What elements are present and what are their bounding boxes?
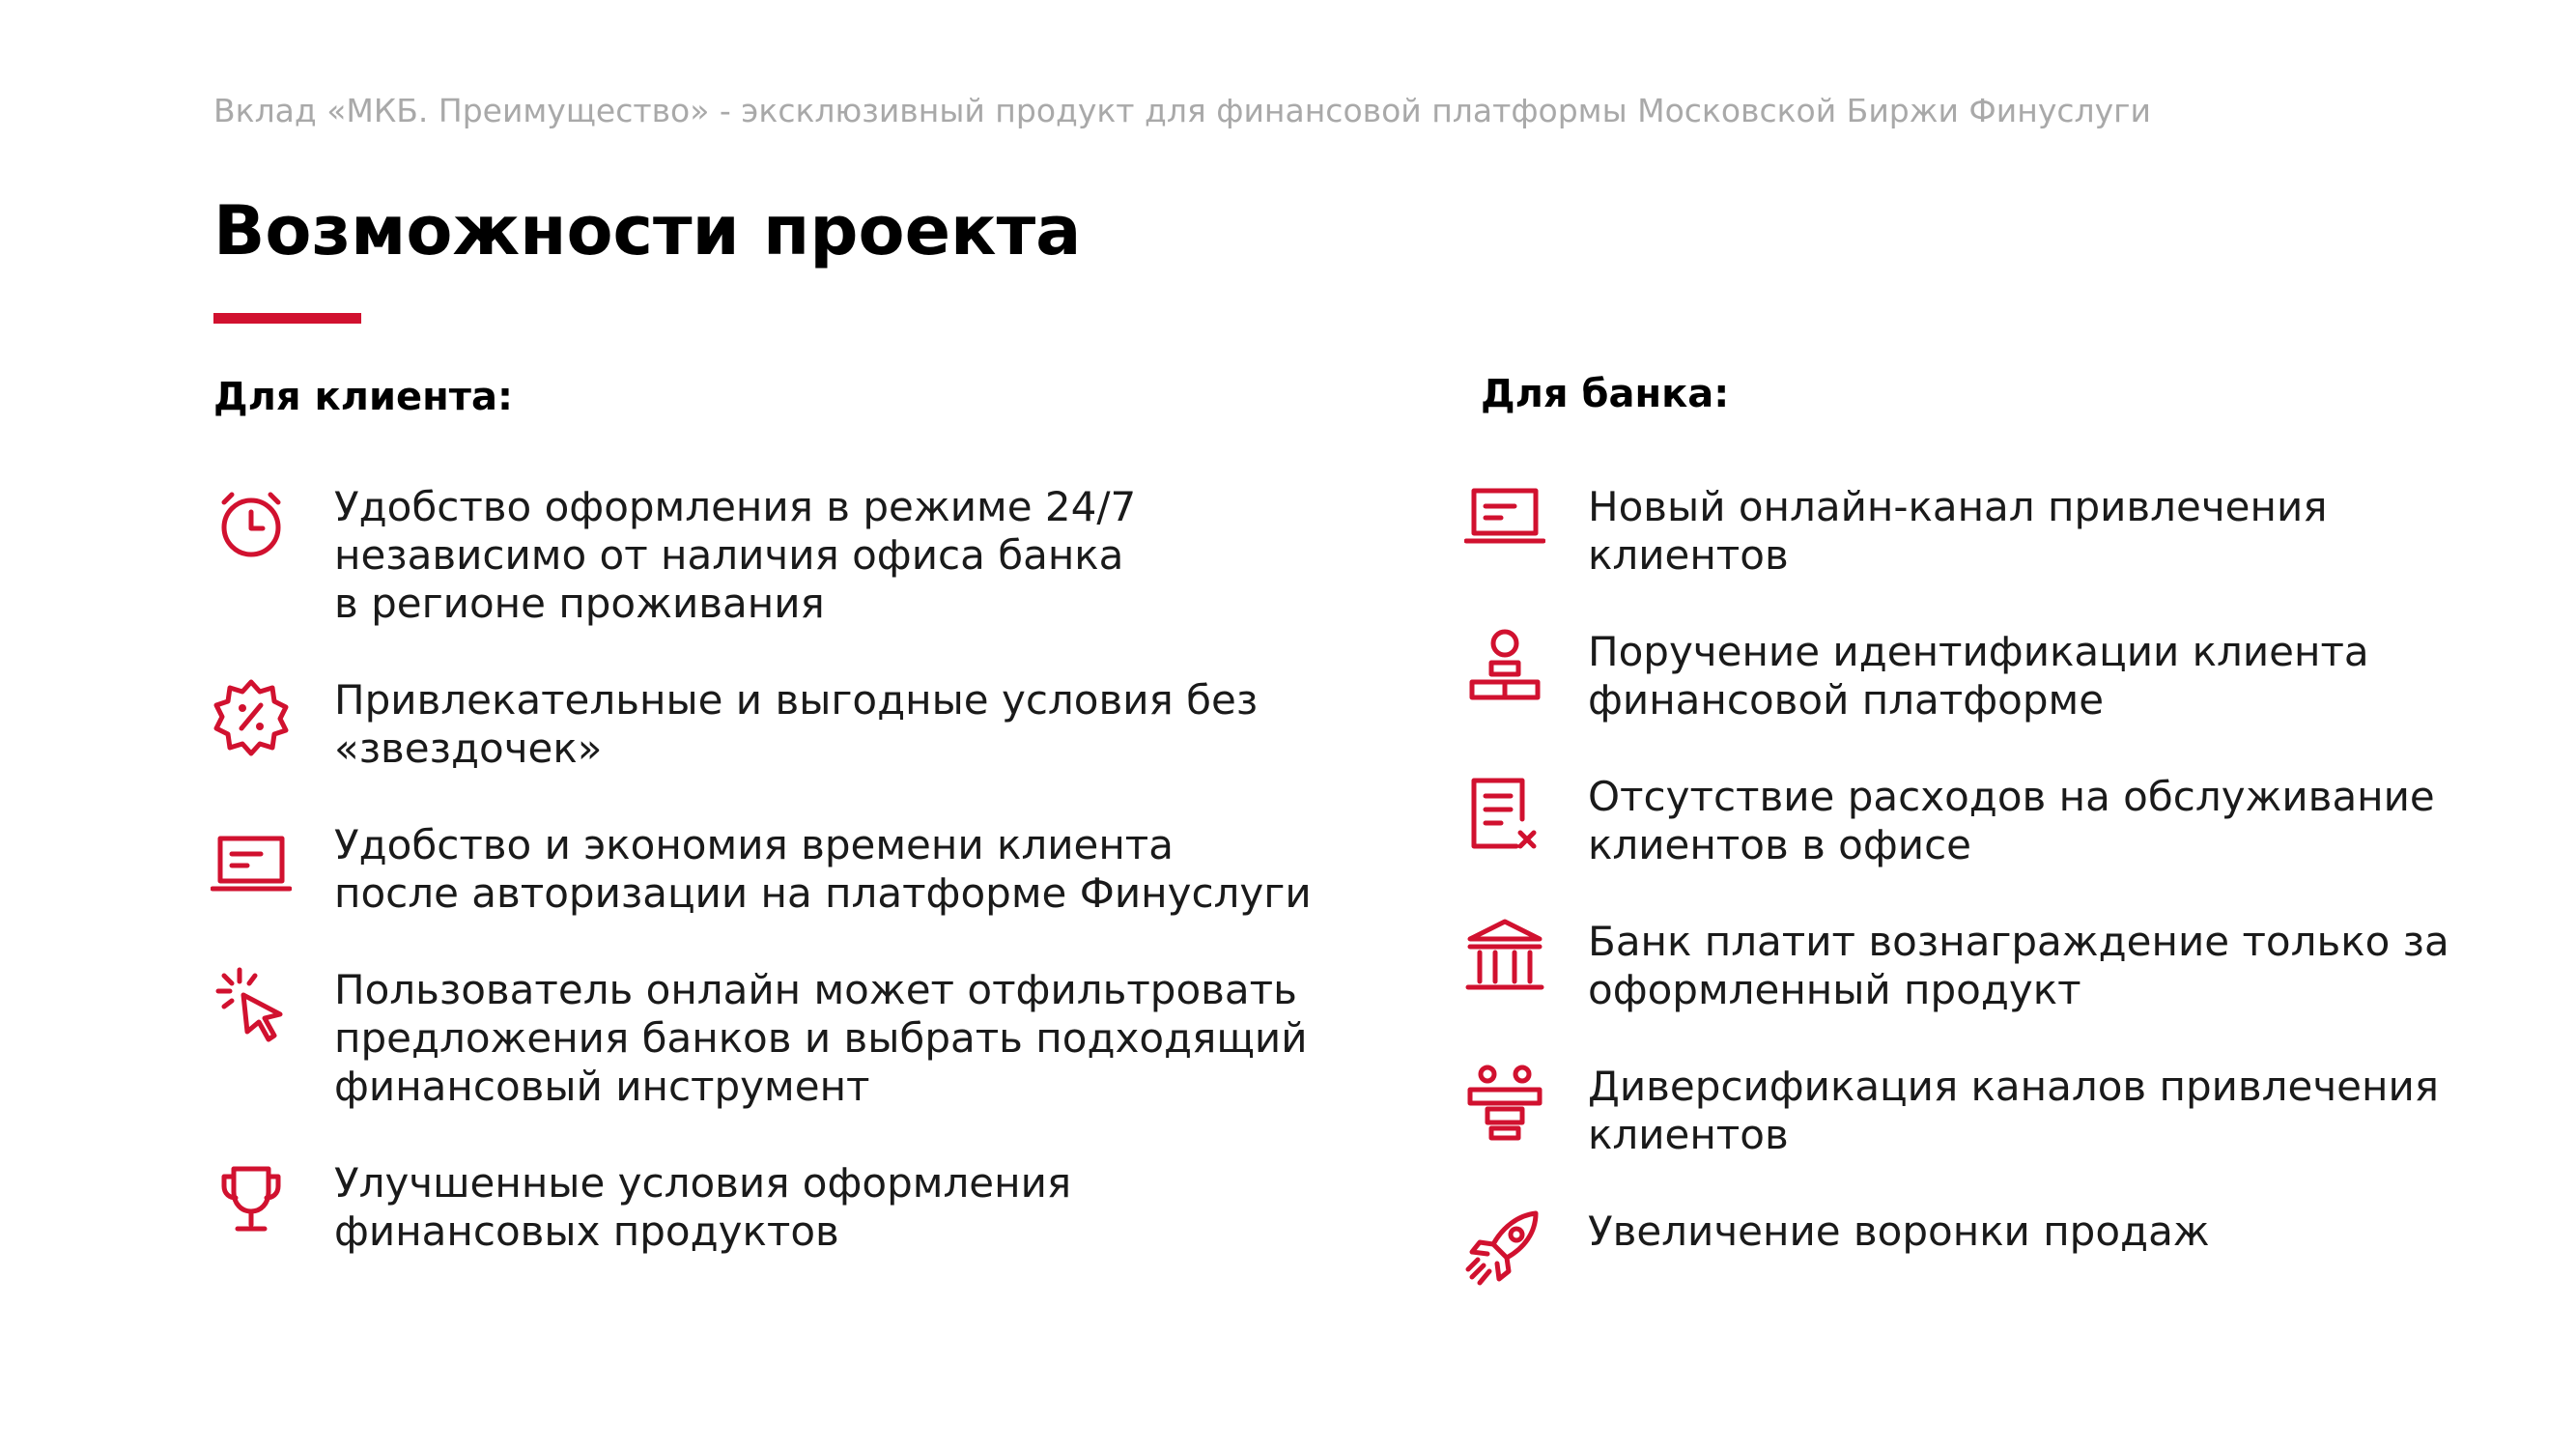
client-heading: Для клиента: [213,375,513,419]
client-item-text: Удобство и экономия времени клиента после авторизации на платформе Финуслуги [334,821,1312,917]
client-item-text: Привлекательные и выгодные условия без «звездочек» [334,676,1259,772]
bank-item-text: Поручение идентификации клиента финансовой платформе [1588,628,2369,724]
bank-item-text: Отсутствие расходов на обслуживание клиентов в офисе [1588,773,2435,868]
bank-item-text: Увеличение воронки продаж [1588,1208,2210,1255]
page-title: Возможности проекта [213,191,1082,270]
client-item-text: Удобство оформления в режиме 24/7 независимо от наличия офиса банка в регионе проживания [334,483,1137,627]
client-item-text: Улучшенные условия оформления финансовых продуктов [334,1159,1072,1255]
document-cross-icon [1464,773,1545,854]
bank-item-text: Банк платит вознаграждение только за оформленный продукт [1588,918,2449,1013]
discount-badge-icon [211,676,292,757]
title-accent-bar [213,313,361,324]
laptop-icon [1464,483,1545,564]
client-item-text: Пользователь онлайн может отфильтровать предложения банков и выбрать подходящий финансовый инструмент [334,966,1308,1110]
cursor-click-icon [211,966,292,1047]
subtitle: Вклад «МКБ. Преимущество» - эксклюзивный продукт для финансовой платформы Московской Биржи Финуслуги [213,92,2151,129]
rocket-icon [1464,1208,1545,1289]
bank-heading: Для банка: [1481,372,1730,416]
alarm-clock-icon [211,483,292,564]
users-network-icon [1464,1063,1545,1144]
user-id-icon [1464,628,1545,709]
bank-item-text: Новый онлайн-канал привлечения клиентов [1588,483,2328,579]
laptop-icon [211,821,292,902]
trophy-icon [211,1159,292,1240]
bank-item-text: Диверсификация каналов привлечения клиентов [1588,1063,2440,1158]
bank-building-icon [1464,918,1545,999]
